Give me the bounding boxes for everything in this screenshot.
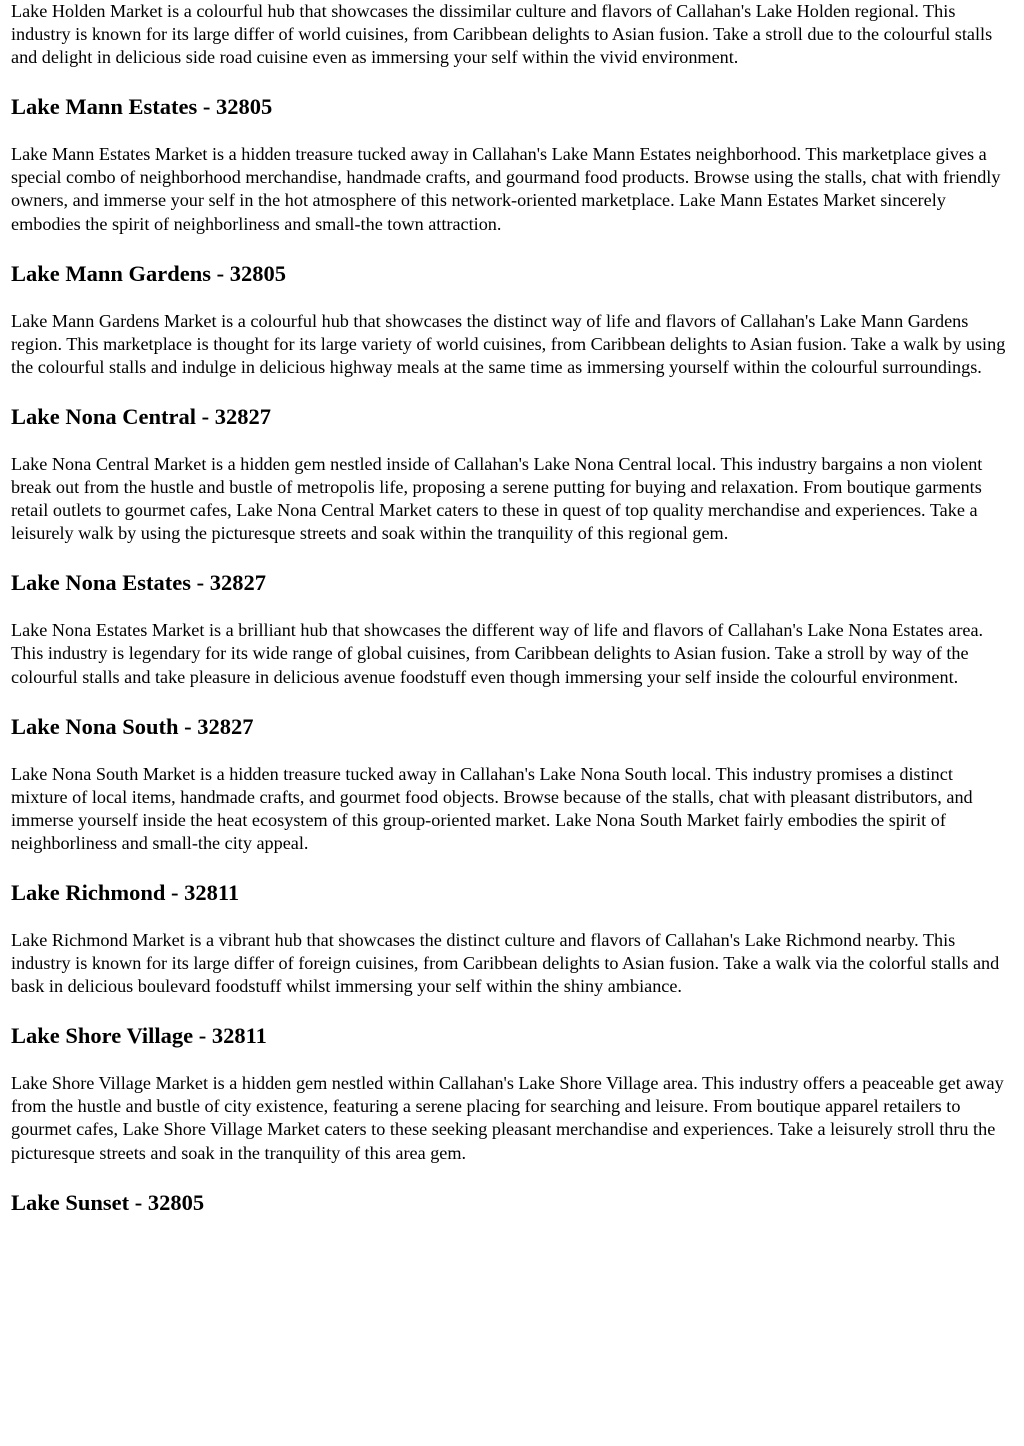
section-heading: Lake Mann Gardens - 32805 (11, 260, 287, 286)
section-lake-sunset (11, 1190, 1014, 1216)
section-heading: Lake Shore Village - 32811 (11, 1023, 267, 1049)
section-paragraph: Lake Mann Gardens Market is a colourful hub that showcases the distinct way of life and flavors of Callahan's Lake Mann Gardens region. This marketplace is thought for its large variety of world cuisines, from Caribbean delights to Asian fusion. Take a walk by using the colourful stalls and indulge in delicious highway meals at the same time as immersing yourself within the colourful surroundings. (11, 310, 1006, 377)
section-heading: Lake Nona Central - 32827 (11, 403, 271, 429)
section-paragraph: Lake Shore Village Market is a hidden gem nestled within Callahan's Lake Shore Village area. This industry offers a peaceable get away from the hustle and bustle of city existence, featuring a serene placing for searching and leisure. From boutique apparel retailers to gourmet cafes, Lake Shore Village Market caters to these seeking pleasant merchandise and experiences. Take a leisurely stroll thru the picturesque streets and soak in the tranquility of this area gem. (11, 1073, 1004, 1163)
section-paragraph: Lake Richmond Market is a vibrant hub that showcases the distinct culture and flavors of Callahan's Lake Richmond nearby. This industry is known for its large differ of foreign cuisines, from Caribbean delights to Asian fusion. Take a walk via the colorful stalls and bask in delicious boulevard foodstuff whilst immersing your self within the shiny ambiance. (11, 929, 1000, 997)
section-lake-mann-gardens (11, 261, 1014, 379)
section-paragraph: Lake Nona Central Market is a hidden gem nestled inside of Callahan's Lake Nona Central local. This industry bargains a non violent break out from the hustle and bustle of metropolis life, proposing a serene putting for buying and relaxation. From boutique garments retail outlets to gourmet cafes, Lake Nona Central Market caters to these in quest of top quality merchandise and experiences. Take a leisurely walk by using the picturesque streets and soak within the tranquility of this regional gem. (11, 453, 983, 544)
section-lake-mann-estates (11, 94, 1014, 235)
section-heading: Lake Mann Estates - 32805 (11, 94, 273, 120)
section-paragraph: Lake Nona Estates Market is a brilliant hub that showcases the different way of life and flavors of Callahan's Lake Nona Estates area. This industry is legendary for its wide range of global cuisines, from Caribbean delights to Asian fusion. Take a stroll by way of the colourful stalls and take pleasure in delicious avenue foodstuff even though immersing your self inside the colourful environment. (11, 620, 984, 687)
section-lake-nona-central (11, 404, 1014, 545)
section-paragraph: Lake Nona South Market is a hidden treasure tucked away in Callahan's Lake Nona South local. This industry promises a distinct mixture of local items, handmade crafts, and gourmet food objects. Browse because of the stalls, chat with pleasant distributors, and immerse yourself inside the heat ecosystem of this group-oriented market. Lake Nona South Market fairly embodies the spirit of neighborliness and small-the city appeal. (11, 763, 973, 853)
section-lake-nona-estates (11, 570, 1014, 688)
section-lake-shore-village (11, 1023, 1014, 1164)
intro-paragraph: Lake Holden Market is a colourful hub that showcases the dissimilar culture and flavors of Callahan's Lake Holden regional. This industry is known for its large differ of world cuisines, from Caribbean delights to Asian fusion. Take a stroll due to the colourful stalls and delight in delicious side road cuisine even as immersing your self within the vivid environment. (11, 1, 993, 68)
section-heading: Lake Nona South - 32827 (11, 713, 254, 739)
section-heading: Lake Nona Estates - 32827 (11, 570, 267, 596)
section-heading: Lake Richmond - 32811 (11, 879, 240, 905)
section-lake-nona-south (11, 714, 1014, 855)
section-heading: Lake Sunset - 32805 (11, 1189, 205, 1215)
section-paragraph: Lake Mann Estates Market is a hidden treasure tucked away in Callahan's Lake Mann Estates neighborhood. This marketplace gives a special combo of neighborhood merchandise, handmade crafts, and gourmand food products. Browse using the stalls, chat with friendly owners, and immerse your self in the hot atmosphere of this network-oriented marketplace. Lake Mann Estates Market sincerely embodies the spirit of neighborliness and small-the town attraction. (11, 144, 1001, 234)
section-lake-richmond (11, 880, 1014, 998)
